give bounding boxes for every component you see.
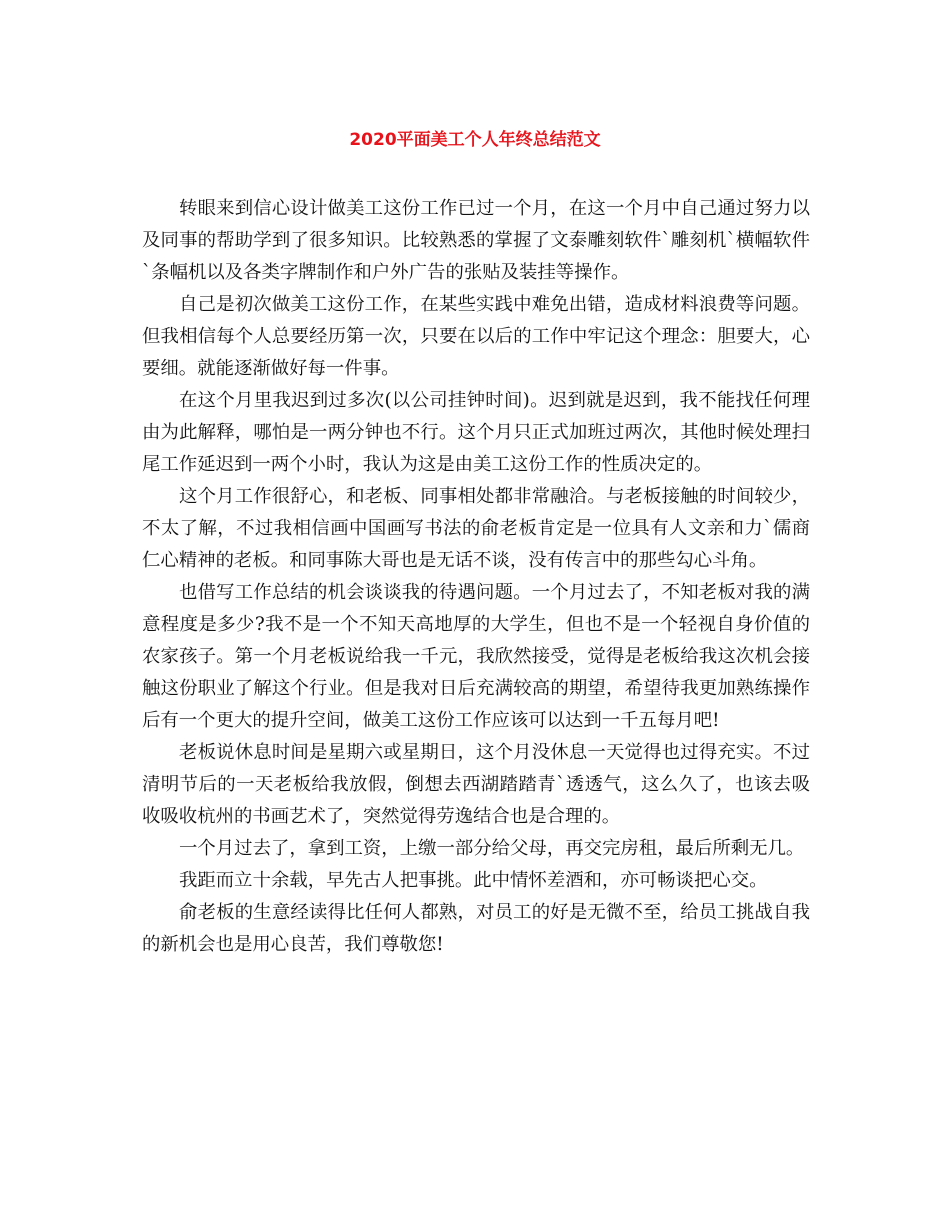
paragraph: 自己是初次做美工这份工作，在某些实践中难免出错，造成材料浪费等问题。但我相信每个人总要经历第一次，只要在以后的工作中牢记这个理念：胆要大，心要细。就能逐渐做好每一件事。 xyxy=(142,294,810,379)
paragraph: 也借写工作总结的机会谈谈我的待遇问题。一个月过去了，不知老板对我的满意程度是多少?我不是一个不知天高地厚的大学生，但也不是一个轻视自身价值的农家孩子。第一个月老板说给我一千元，我欣然接受，觉得是老板给我这次机会接触这份职业了解这个行业。但是我对日后充满较高的期望，希望待我更加熟练操作后有一个更大的提升空间，做美工这份工作应该可以达到一千五每月吧! xyxy=(142,582,810,731)
paragraph: 一个月过去了，拿到工资，上缴一部分给父母，再交完房租，最后所剩无几。 xyxy=(179,838,805,859)
document-body xyxy=(142,193,810,961)
paragraph: 在这个月里我迟到过多次(以公司挂钟时间)。迟到就是迟到，我不能找任何理由为此解释，哪怕是一两分钟也不行。这个月只正式加班过两次，其他时候处理扫尾工作延迟到一两个小时，我认为这是由美工这份工作的性质决定的。 xyxy=(142,390,810,475)
document-title: 2020平面美工个人年终总结范文 xyxy=(349,130,601,150)
paragraph: 老板说休息时间是星期六或星期日，这个月没休息一天觉得也过得充实。不过清明节后的一天老板给我放假，倒想去西湖踏踏青`透透气，这么久了，也该去吸收吸收杭州的书画艺术了，突然觉得劳逸结合也是合理的。 xyxy=(142,742,810,827)
paragraph: 这个月工作很舒心，和老板、同事相处都非常融洽。与老板接触的时间较少，不太了解，不过我相信画中国画写书法的俞老板肯定是一位具有人文亲和力`儒商仁心精神的老板。和同事陈大哥也是无话不谈，没有传言中的那些勾心斗角。 xyxy=(142,486,810,571)
paragraph: 我距而立十余载，早先古人把事挑。此中情怀差酒和，亦可畅谈把心交。 xyxy=(179,870,768,891)
paragraph: 转眼来到信心设计做美工这份工作已过一个月，在这一个月中自己通过努力以及同事的帮助学到了很多知识。比较熟悉的掌握了文泰雕刻软件`雕刻机`横幅软件`条幅机以及各类字牌制作和户外广告的张贴及装挂等操作。 xyxy=(142,198,810,283)
paragraph: 俞老板的生意经读得比任何人都熟，对员工的好是无微不至，给员工挑战自我的新机会也是用心良苦，我们尊敬您! xyxy=(142,902,810,955)
